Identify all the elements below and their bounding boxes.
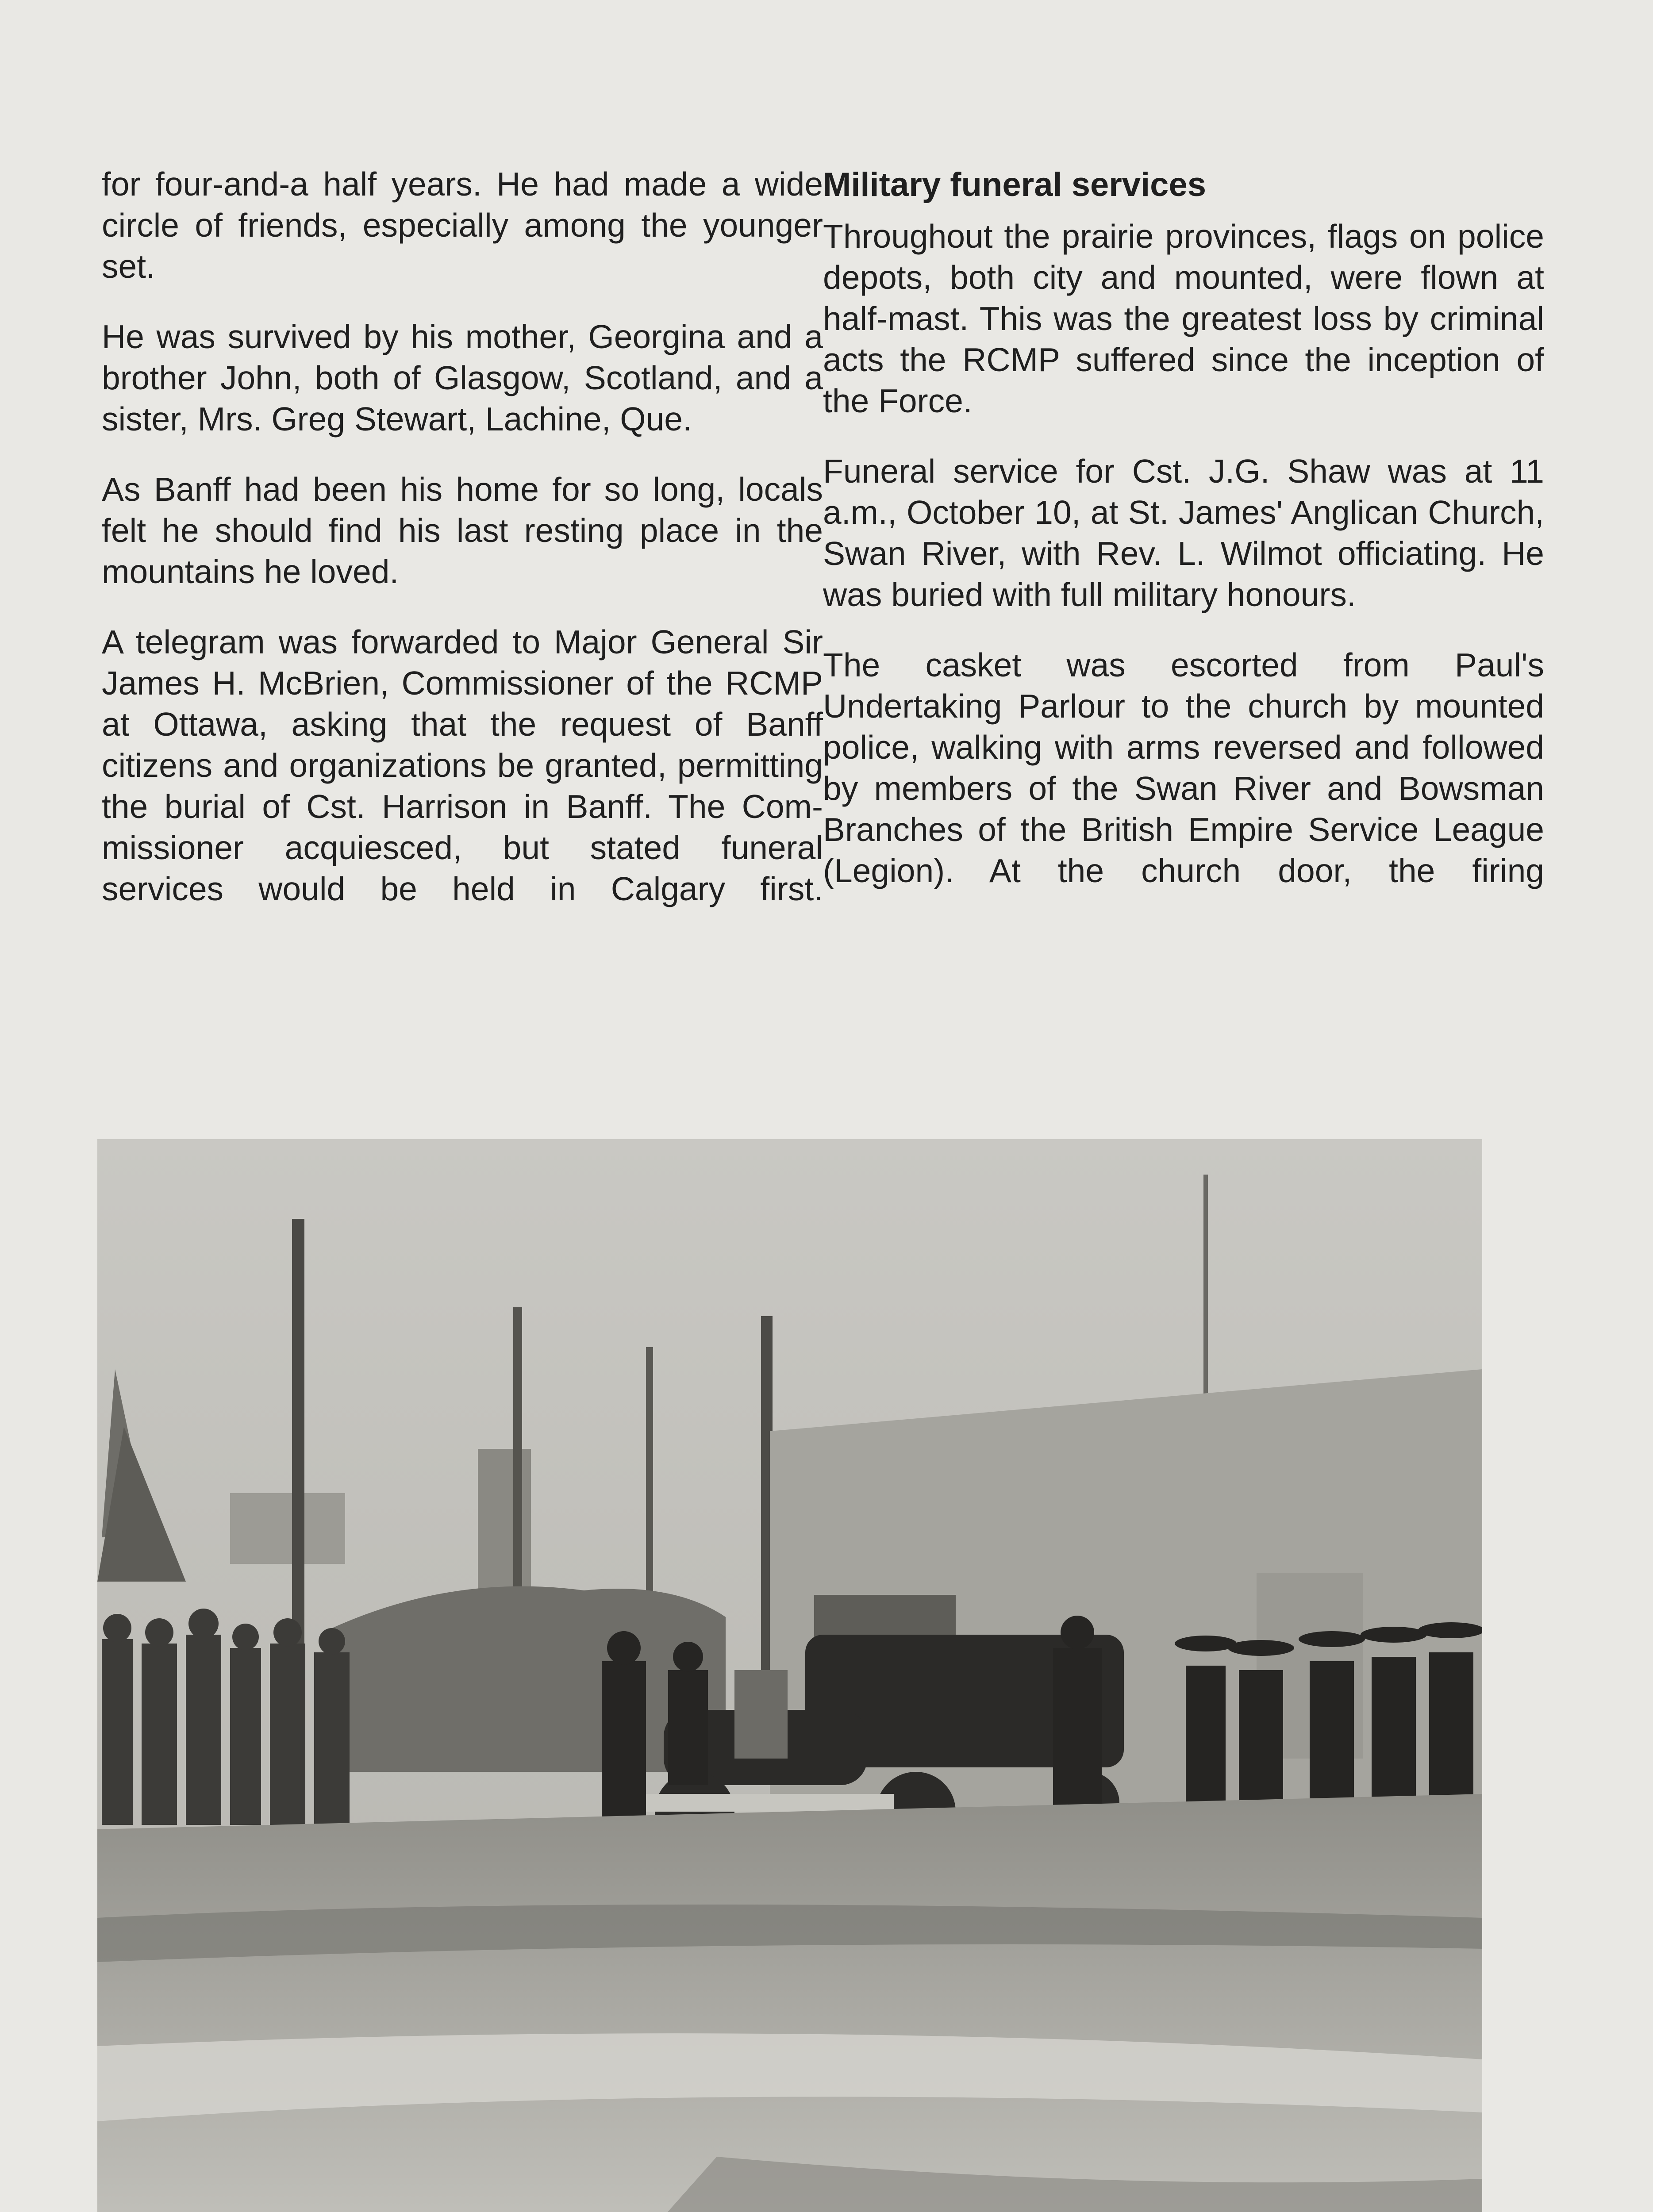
left-column bbox=[102, 164, 823, 910]
section-heading: Military funeral services bbox=[823, 166, 1206, 204]
body-paragraph: Funeral service for Cst. J.G. Shaw was at 11 a.m., October 10, at St. James' Anglican Church, Swan River, with Rev. L. Wilmot officiating. He was buried with full military honours. bbox=[823, 453, 1544, 613]
right-column bbox=[823, 164, 1544, 891]
body-paragraph: The casket was escorted from Paul's Undertaking Parlour to the church by mounted police, walking with arms reversed and followed by members of the Swan River and Bowsman Branches of the British Empire Service League (Legion). At the church door, the firing bbox=[823, 646, 1544, 889]
body-paragraph: He was survived by his mother, Georgina and a brother John, both of Glasgow, Scotland, and a sister, Mrs. Greg Stewart, Lachine, Que. bbox=[102, 318, 823, 438]
body-paragraph: As Banff had been his home for so long, locals felt he should find his last resting place in the mountains he loved. bbox=[102, 471, 823, 590]
body-paragraph: A telegram was forwarded to Major General Sir James H. McBrien, Commissioner of the RCMP at Ottawa, asking that the request of Banff citizens and organizations be granted, permitting the burial of Cst. Harrison in Banff. The Commissioner acquiesced, but stated funeral services would be held in Calgary first. bbox=[102, 623, 823, 907]
funeral-photograph bbox=[97, 1139, 1482, 2212]
body-paragraph: for four-and-a half years. He had made a wide circle of friends, especially among the younger set. bbox=[102, 165, 823, 285]
body-paragraph: Throughout the prairie provinces, flags on police depots, both city and mounted, were flown at half-mast. This was the greatest loss by criminal acts the RCMP suffered since the inception of the Force. bbox=[823, 218, 1544, 419]
